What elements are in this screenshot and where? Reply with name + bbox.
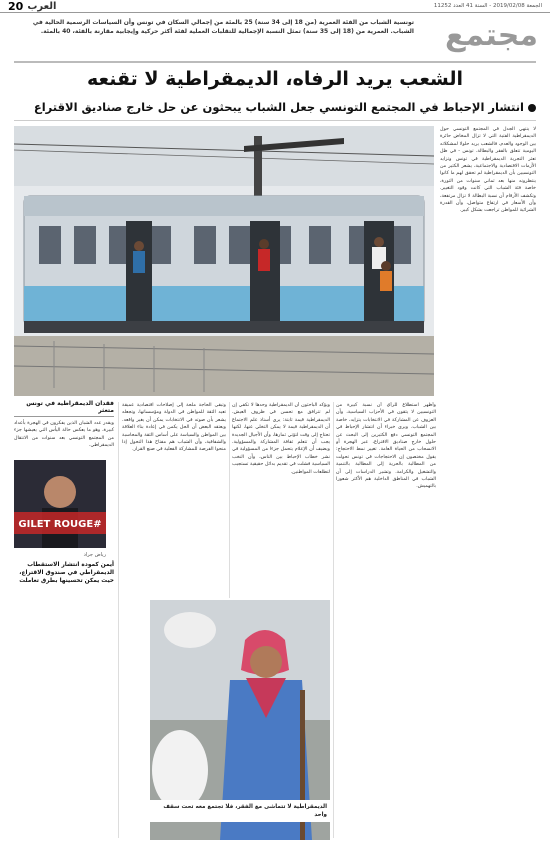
sidebar-title: فقدان الديمقراطية في تونس متعثر: [14, 400, 114, 417]
article-column-3: [232, 402, 330, 598]
column-4-text: وتبقى الحاجة ملحة إلى إصلاحات اقتصادية عميقة تعيد الثقة للمواطن في الدولة ومؤسساتها، وتجعله يشعر بأن صوته في الانتخابات يمكن أن يغير واقعه. ويعتقد البعض أن الحل يكمن في إعادة بناء العلاقة بين المواطن والسياسة على أساس الثقة والمحاسبة والشفافية، وأن الشباب هم مفتاح هذا التحول إذا منحوا الفرصة للمشاركة الفعلية في صنع القرار.: [122, 403, 226, 453]
page-number: 20: [8, 0, 24, 13]
article-column-4: [122, 402, 226, 598]
column-1-text: لا ينتهي الجدل في المجتمع التونسي حول الديمقراطية الفتية التي لا تزال المخاض حائرة بين الوجود والعدم، فالشعب يريد حلولا لمشكلاته اليومية تتعلق بالفقر والبطالة. تونس - في ظل تعثر التجربة الديمقراطية في تونس وتزايد الأزمات الاقتصادية والاجتماعية، يشعر الكثير من التونسيين بأن الديمقراطية لم تحقق لهم ما كانوا ينتظرونه منها بعد ثماني سنوات من الثورة، خاصة فئة الشباب التي كانت وقود التغيير. وتكشف الأرقام أن نسبة البطالة لا تزال مرتفعة، وأن الأسعار في ارتفاع متواصل، وأن القدرة الشرائية للمواطن تراجعت بشكل كبير.: [440, 127, 536, 214]
portrait-illustration: [14, 460, 106, 548]
sidebar-text: ويقدر عدد الشبان الذين يفكرون في الهجرة بأعداد كبيرة، وهو ما يعكس حالة اليأس التي يعيشها جزء من المجتمع التونسي بعد سنوات من الانتقال الديمقراطي.: [14, 421, 114, 449]
article-column-1: [440, 126, 536, 836]
column-divider: [229, 402, 230, 598]
column-3-text: ويؤكد الباحثون أن الديمقراطية وحدها لا تكفي إن لم تترافق مع تحسن في ظروف العيش. الديمقراطية قيمة ثابتة: يرى أستاذ علم الاجتماع أن الديمقراطية قيمة لا يمكن التخلي عنها، لكنها تحتاج إلى وقت لتؤتي ثمارها، وأن الأجيال الجديدة يجب أن تتعلم ثقافة المشاركة والمسؤولية. ويضيف أن الإعلام يتحمل جزءا من المسؤولية في نشر خطاب الإحباط بين الناس، وأن النخب السياسية فشلت في تقديم بدائل حقيقية تستجيب لتطلعات المواطنين.: [232, 403, 330, 475]
sidebar-box: [14, 400, 114, 450]
portrait-tag: #GILET ROUGE: [18, 519, 102, 530]
column-divider: [118, 402, 119, 838]
bullet-icon: [528, 104, 536, 112]
train-photo: [14, 126, 434, 396]
article-column-2: [336, 402, 436, 838]
portrait-name: رياض جراد: [83, 552, 106, 558]
subhead-text: انتشار الإحباط في المجتمع التونسي جعل الشباب يبحثون عن حل خارج صناديق الاقتراع: [33, 100, 524, 114]
intro-text: تونسية الشباب من الفئة العمرية (من 18 إلى 34 سنة) 25 بالمئة من إجمالي السكان في تونس وأن السياسات الرسمية الحالية في الشباب. العمرية من (18 إلى 35 سنة) تمثل النسبة الإجمالية للتقلبات العملية لفئة أكثر حركية وإيجابية مقارنة بالفئة، 40 بالمئة.: [32, 19, 414, 35]
woman-caption: الديمقراطية لا تتماشى مع الفقر، فلا تجتمع معه تحت سقف واحد: [150, 800, 330, 822]
column-2-text: وأظهر استطلاع للرأي أن نسبة كبيرة من التونسيين لا يثقون في الأحزاب السياسية، وأن العزوف عن المشاركة في الانتخابات يتزايد، خاصة بين الشباب. ويرى خبراء أن انتشار الإحباط في المجتمع التونسي دفع الكثيرين إلى البحث عن حلول خارج صناديق الاقتراع، عبر الهجرة أو الانسحاب من الحياة العامة. تغيير نمط الاحتجاج: يقول مختصون إن الاحتجاجات في تونس تحولت من المطالبة بالحرية إلى المطالبة بالتنمية والتشغيل والكرامة. وتشير الدراسات إلى أن الشباب في المناطق الداخلية هم الأكثر شعورا بالتهميش.: [336, 403, 436, 490]
headline: الشعب يريد الرفاه، الديمقراطية لا تقنعه: [86, 68, 464, 90]
masthead-right: [8, 0, 60, 13]
top-rule: [14, 61, 536, 63]
section-title: مجتمع: [444, 18, 538, 53]
portrait-quote: أيمن كمودة انتشار الاستقطاب الديمقراطي في صندوق الاقتراع، حيث يمكن تحسينها بطرق تعاملت: [19, 562, 114, 584]
train-illustration: [14, 126, 434, 396]
dateline: الجمعة 2019/02/08 - السنة 41 العدد 11252: [433, 3, 542, 9]
portrait-photo: [14, 460, 106, 548]
masthead: [0, 0, 550, 13]
mid-rule: [14, 120, 536, 121]
subhead: [30, 100, 536, 114]
column-divider: [333, 402, 334, 838]
paper-name: العرب: [27, 0, 57, 12]
